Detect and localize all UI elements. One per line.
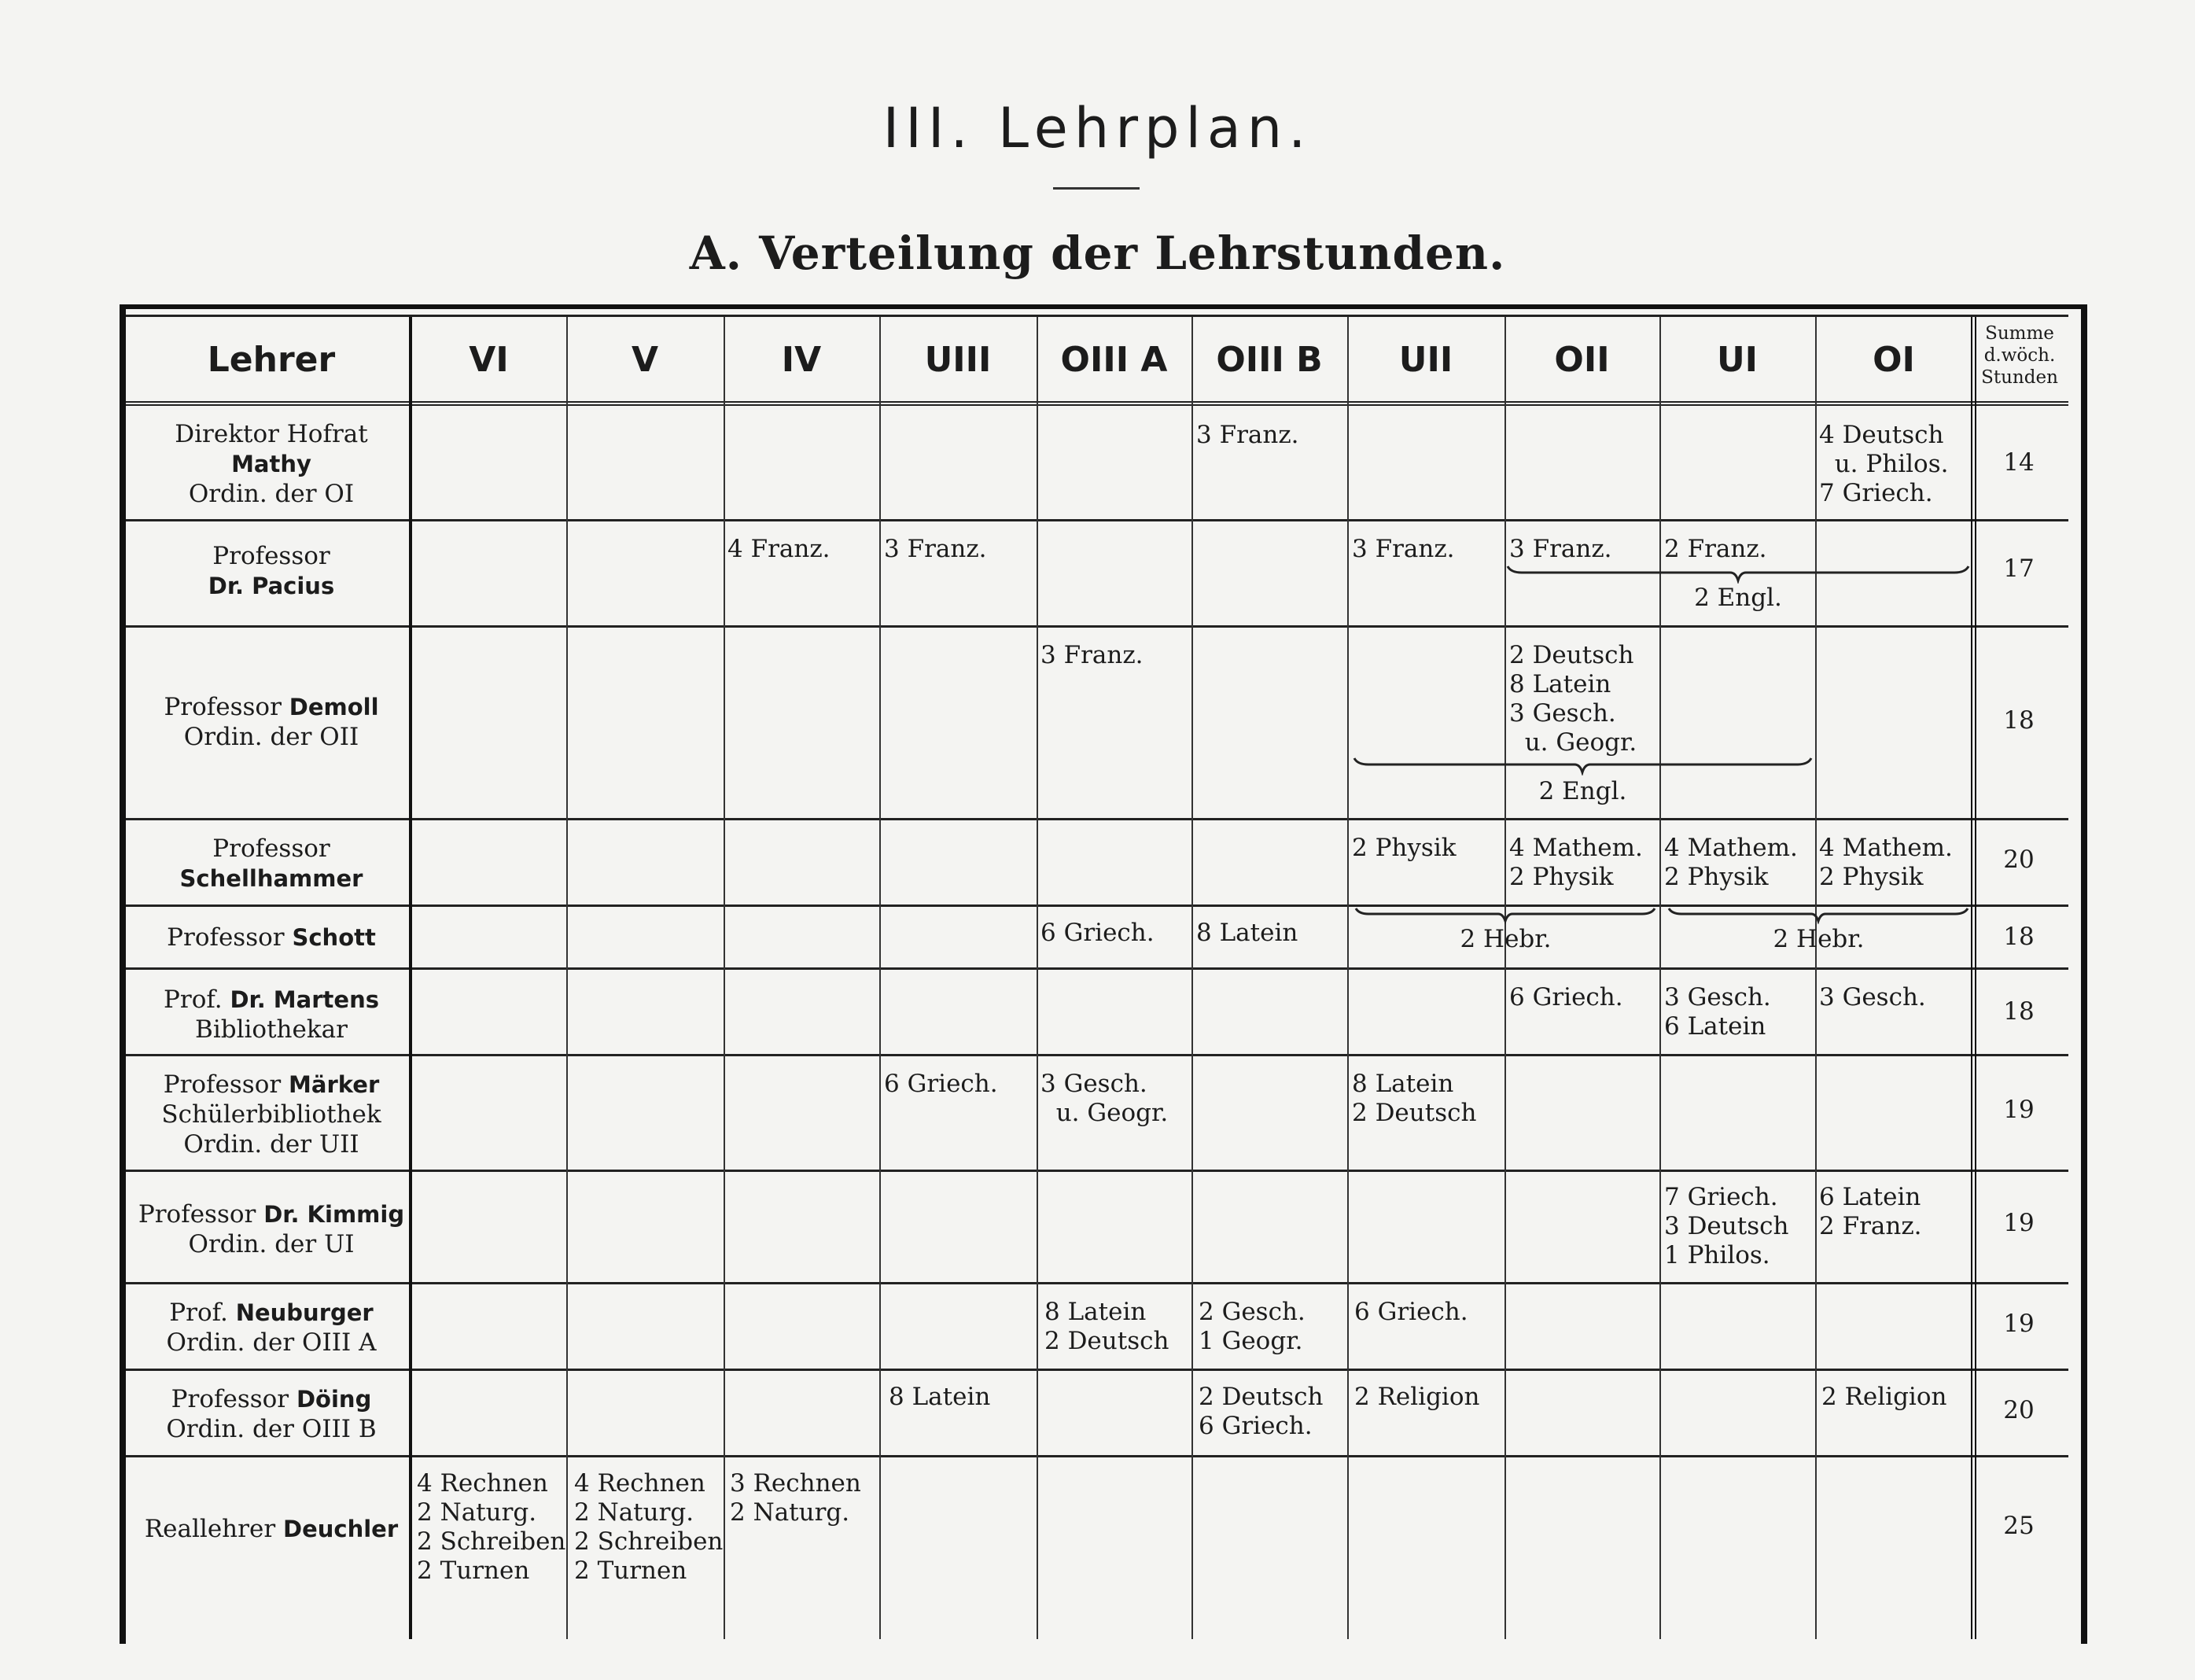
teacher-title: Professor <box>212 542 330 570</box>
teacher-martens <box>134 985 409 1044</box>
row-divider <box>126 1455 2068 1457</box>
cell-schott-oiiia: 6 Griech. <box>1040 919 1155 947</box>
row-divider <box>126 519 2068 521</box>
section-subtitle: A. Verteilung der Lehrstunden. <box>689 227 1506 280</box>
teacher-title: Professor <box>138 1200 256 1229</box>
span-brace <box>1667 907 1970 924</box>
teacher-title: Direktor Hofrat <box>175 420 368 448</box>
teacher-role: Ordin. der OII <box>183 723 359 751</box>
span-brace <box>1353 757 1813 776</box>
header-vi: VI <box>469 340 509 380</box>
span-schott-hebr-a: 2 Hebr. <box>1460 925 1552 953</box>
cell-pacius-uiii: 3 Franz. <box>884 535 987 563</box>
header-bottom-rule <box>126 401 2068 406</box>
column-divider <box>1191 317 1193 1639</box>
teacher-title-name <box>134 985 409 1015</box>
span-brace <box>1354 907 1657 924</box>
cell-maerker-uii: 8 Latein 2 Deutsch <box>1352 1070 1477 1127</box>
teacher-name: Märker <box>289 1071 380 1098</box>
cell-martens-oii: 6 Griech. <box>1509 983 1623 1011</box>
cell-doeing-uiii: 8 Latein <box>889 1383 991 1411</box>
cell-mathy-oi: 4 Deutsch u. Philos. 7 Griech. <box>1819 421 1949 507</box>
span-demoll-engl: 2 Engl. <box>1538 777 1627 805</box>
teacher-title-name <box>134 1514 409 1544</box>
teacher-title: Professor <box>164 693 282 721</box>
cell-doeing-oiiib: 2 Deutsch 6 Griech. <box>1199 1383 1324 1440</box>
teacher-title-name <box>134 1070 409 1100</box>
header-ui: UI <box>1716 340 1759 380</box>
cell-schellhammer-ui: 4 Mathem. 2 Physik <box>1664 834 1798 891</box>
cell-pacius-uii: 3 Franz. <box>1352 535 1455 563</box>
teacher-name: Dr. Martens <box>230 986 379 1013</box>
teacher-name: Schott <box>292 924 376 951</box>
teacher-demoll <box>134 692 409 752</box>
teacher-title-name <box>134 692 409 722</box>
table-top-inner-rule <box>126 315 2068 317</box>
header-summe-line1: Summe <box>1985 323 2054 344</box>
column-divider <box>724 317 725 1639</box>
header-summe-line3: Stunden <box>1981 367 2058 388</box>
table-frame <box>120 304 2087 1644</box>
column-divider <box>1347 317 1349 1639</box>
cell-schellhammer-uii: 2 Physik <box>1352 834 1457 862</box>
sum-deuchler: 25 <box>2003 1512 2035 1540</box>
teacher-mathy <box>134 419 409 509</box>
teacher-role: Ordin. der OIII A <box>166 1328 377 1357</box>
cell-demoll-oiiia: 3 Franz. <box>1040 641 1144 669</box>
cell-pacius-ui: 2 Franz. <box>1664 535 1767 563</box>
cell-pacius-oii: 3 Franz. <box>1509 535 1612 563</box>
cell-maerker-uiii: 6 Griech. <box>884 1070 998 1098</box>
header-uii: UII <box>1398 340 1453 380</box>
teacher-title: Professor <box>212 834 330 863</box>
teacher-title: Professor <box>171 1385 289 1413</box>
teacher-name: Demoll <box>289 694 379 720</box>
row-divider <box>126 818 2068 820</box>
span-schott-hebr-b: 2 Hebr. <box>1773 925 1865 953</box>
teacher-title: Professor <box>167 923 285 952</box>
sum-schott: 18 <box>2003 923 2035 951</box>
teacher-name: Schellhammer <box>179 865 363 892</box>
teacher-role: Ordin. der OI <box>188 480 355 508</box>
teacher-neuburger <box>134 1298 409 1358</box>
sum-maerker: 19 <box>2003 1096 2035 1124</box>
cell-neuburger-oiiia: 8 Latein 2 Deutsch <box>1044 1298 1169 1355</box>
column-divider <box>1815 317 1817 1639</box>
teacher-role: Ordin. der UII <box>183 1130 359 1159</box>
teacher-doeing <box>134 1384 409 1444</box>
teacher-name: Dr. Pacius <box>208 573 335 599</box>
row-divider <box>126 1282 2068 1284</box>
header-uiii: UIII <box>924 340 992 380</box>
column-divider <box>879 317 881 1639</box>
header-v: V <box>631 340 659 380</box>
header-summe-line2: d.wöch. <box>1983 345 2056 366</box>
header-lehrer: Lehrer <box>207 340 336 380</box>
teacher-role: Bibliothekar <box>195 1015 348 1044</box>
cell-doeing-uii: 2 Religion <box>1354 1383 1480 1411</box>
teacher-role: Schülerbibliothek <box>161 1100 381 1129</box>
teacher-name: Neuburger <box>235 1299 374 1326</box>
teacher-kimmig <box>134 1199 409 1259</box>
sum-pacius: 17 <box>2003 554 2035 583</box>
cell-deuchler-iv: 3 Rechnen 2 Naturg. <box>730 1469 861 1527</box>
header-summe <box>1974 322 2065 389</box>
cell-neuburger-oiiib: 2 Gesch. 1 Geogr. <box>1199 1298 1306 1355</box>
header-oiiia: OIII A <box>1060 340 1168 380</box>
column-divider <box>1659 317 1661 1639</box>
cell-mathy-oiiib: 3 Franz. <box>1196 421 1299 449</box>
column-divider <box>566 317 568 1639</box>
teacher-name: Mathy <box>231 451 311 477</box>
sum-demoll: 18 <box>2003 706 2035 735</box>
teacher-title-name <box>134 1384 409 1414</box>
sum-martens: 18 <box>2003 997 2035 1026</box>
teacher-role: Ordin. der OIII B <box>166 1415 377 1443</box>
cell-maerker-oiiia: 3 Gesch. u. Geogr. <box>1040 1070 1169 1127</box>
cell-schott-oiiib: 8 Latein <box>1196 919 1298 947</box>
teacher-title: Professor <box>163 1070 282 1099</box>
cell-neuburger-uii: 6 Griech. <box>1354 1298 1468 1326</box>
row-divider <box>126 1054 2068 1056</box>
teacher-title: Prof. <box>164 986 223 1014</box>
cell-demoll-oii: 2 Deutsch 8 Latein 3 Gesch. u. Geogr. <box>1509 641 1637 757</box>
sum-neuburger: 19 <box>2003 1310 2035 1338</box>
page-title: III. Lehrplan. <box>882 96 1313 160</box>
sum-mathy: 14 <box>2003 448 2035 477</box>
teacher-title-name <box>134 1298 409 1328</box>
cell-schellhammer-oi: 4 Mathem. 2 Physik <box>1819 834 1953 891</box>
cell-doeing-oi: 2 Religion <box>1821 1383 1947 1411</box>
teacher-title-name <box>134 923 409 952</box>
cell-pacius-iv: 4 Franz. <box>727 535 830 563</box>
teacher-title: Prof. <box>169 1299 228 1327</box>
teacher-title: Reallehrer <box>144 1515 276 1543</box>
row-divider <box>126 967 2068 970</box>
teacher-schott <box>134 923 409 952</box>
header-oiiib: OIII B <box>1216 340 1323 380</box>
teacher-pacius <box>134 541 409 601</box>
row-divider <box>126 625 2068 628</box>
column-divider <box>1504 317 1506 1639</box>
teacher-schellhammer <box>134 834 409 893</box>
title-rule <box>1053 187 1140 190</box>
span-pacius-engl: 2 Engl. <box>1694 584 1782 612</box>
teacher-name: Döing <box>296 1386 372 1413</box>
header-iv: IV <box>781 340 822 380</box>
teacher-name: Deuchler <box>283 1516 399 1542</box>
row-divider <box>126 1170 2068 1172</box>
teacher-name: Dr. Kimmig <box>263 1201 405 1228</box>
teacher-maerker <box>134 1070 409 1159</box>
sum-schellhammer: 20 <box>2003 846 2035 874</box>
cell-deuchler-vi: 4 Rechnen 2 Naturg. 2 Schreiben 2 Turnen <box>417 1469 566 1585</box>
sum-kimmig: 19 <box>2003 1209 2035 1237</box>
sum-doeing: 20 <box>2003 1396 2035 1424</box>
teacher-deuchler <box>134 1514 409 1544</box>
cell-deuchler-v: 4 Rechnen 2 Naturg. 2 Schreiben 2 Turnen <box>574 1469 724 1585</box>
span-brace <box>1506 565 1970 584</box>
column-divider <box>1037 317 1038 1639</box>
teacher-title-name <box>134 1199 409 1229</box>
header-oii: OII <box>1554 340 1610 380</box>
row-divider <box>126 1369 2068 1371</box>
sum-column-divider <box>1971 317 1976 1639</box>
header-oi: OI <box>1873 340 1915 380</box>
teacher-role: Ordin. der UI <box>188 1230 355 1258</box>
cell-kimmig-oi: 6 Latein 2 Franz. <box>1819 1183 1922 1240</box>
cell-martens-ui: 3 Gesch. 6 Latein <box>1664 983 1771 1041</box>
cell-kimmig-ui: 7 Griech. 3 Deutsch 1 Philos. <box>1664 1183 1789 1269</box>
cell-schellhammer-oii: 4 Mathem. 2 Physik <box>1509 834 1643 891</box>
cell-martens-oi: 3 Gesch. <box>1819 983 1926 1011</box>
column-divider <box>409 317 412 1639</box>
